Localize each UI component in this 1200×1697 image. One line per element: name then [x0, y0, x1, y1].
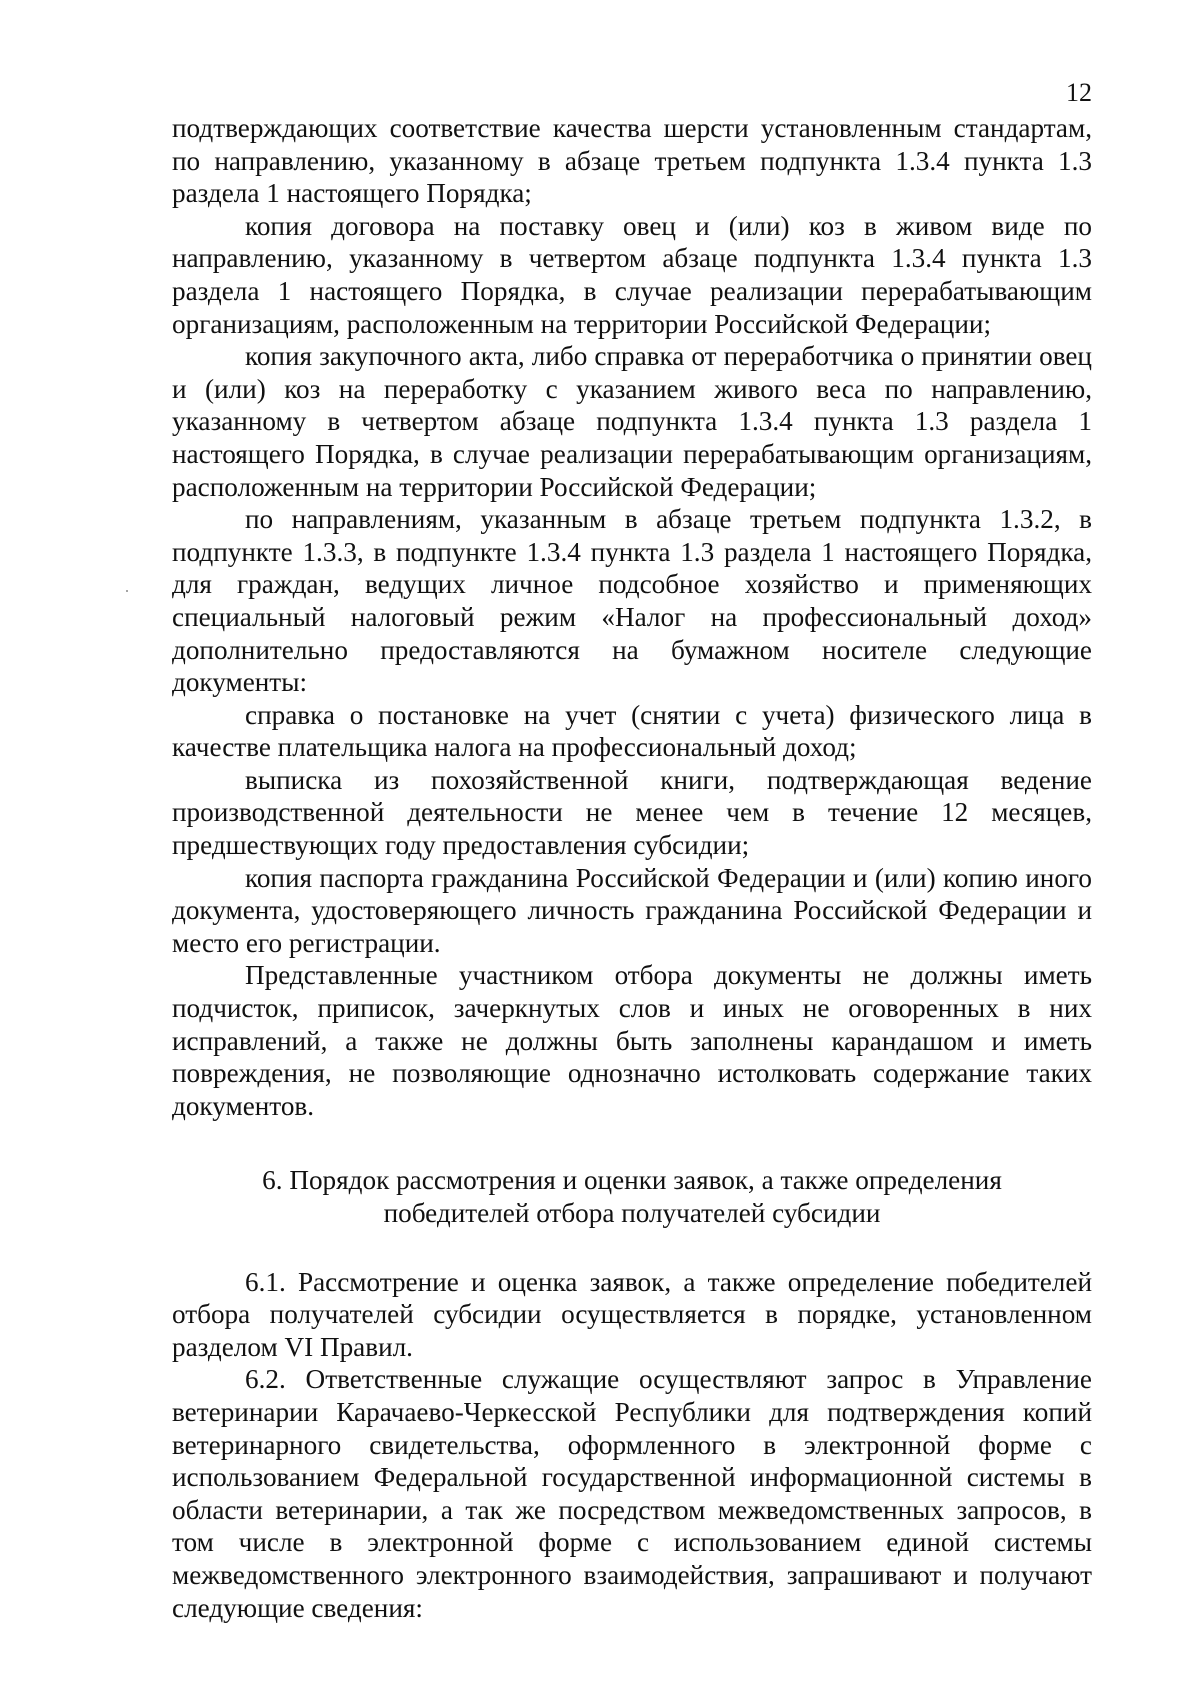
- section-heading-line-1: 6. Порядок рассмотрения и оценки заявок, а также определения: [262, 1165, 1002, 1196]
- paragraphs-after-heading: [172, 1266, 1092, 1625]
- paragraph: выписка из похозяйственной книги, подтверждающая ведение производственной деятельности не менее чем в течение 12 месяцев, предшествующих году предоставления субсидии;: [172, 764, 1092, 861]
- paragraph: справка о постановке на учет (снятии с учета) физического лица в качестве плательщика налога на профессиональный доход;: [172, 699, 1092, 763]
- paragraph: подтверждающих соответствие качества шерсти установленным стандартам, по направлению, указанному в абзаце третьем подпункта 1.3.4 пункта 1.3 раздела 1 настоящего Порядка;: [172, 113, 1092, 209]
- section-heading-line-2: победителей отбора получателей субсидии: [383, 1198, 881, 1228]
- scan-speck: [126, 590, 128, 592]
- document-body: [172, 112, 1092, 1624]
- section-heading: [172, 1164, 1092, 1229]
- paragraphs-before-heading: [172, 112, 1092, 1122]
- paragraph: по направлениям, указанным в абзаце третьем подпункта 1.3.2, в подпункте 1.3.3, в подпункте 1.3.4 пункта 1.3 раздела 1 настоящего Порядка, для граждан, ведущих личное подсобное хозяйство и применяющих специальный налоговый режим «Налог на профессиональный доход» дополнительно предоставляются на бумажном носителе следующие документы:: [172, 504, 1092, 698]
- paragraph: Представленные участником отбора документы не должны иметь подчисток, приписок, зачеркнутых слов и иных не оговоренных в них исправлений, а также не должны быть заполнены карандашом и иметь повреждения, не позволяющие однозначно истолковать содержание таких документов.: [172, 960, 1092, 1121]
- paragraph: копия закупочного акта, либо справка от переработчика о принятии овец и (или) коз на переработку с указанием живого веса по направлению, указанному в четвертом абзаце подпункта 1.3.4 пункта 1.3 раздела 1 настоящего Порядка, в случае реализации перерабатывающим организациям, расположенным на территории Российской Федерации;: [172, 341, 1092, 502]
- paragraph: 6.2. Ответственные служащие осуществляют запрос в Управление ветеринарии Карачаево-Черкесской Республики для подтверждения копий ветеринарного свидетельства, оформленного в электронной форме с использованием Федеральной государственной информационной системы в области ветеринарии, а так же посредством межведомственных запросов, в том числе в электронной форме с использованием единой системы межведомственного электронного взаимодействия, запрашивают и получают следующие сведения:: [172, 1364, 1092, 1623]
- paragraph: копия договора на поставку овец и (или) коз в живом виде по направлению, указанному в четвертом абзаце подпункта 1.3.4 пункта 1.3 раздела 1 настоящего Порядка, в случае реализации перерабатывающим организациям, расположенным на территории Российской Федерации;: [172, 210, 1092, 339]
- paragraph: 6.1. Рассмотрение и оценка заявок, а также определение победителей отбора получателей субсидии осуществляется в порядке, установленном разделом VI Правил.: [172, 1266, 1092, 1362]
- paragraph: копия паспорта гражданина Российской Федерации и (или) копию иного документа, удостоверяющего личность гражданина Российской Федерации и место его регистрации.: [172, 862, 1092, 958]
- page-number: 12: [1066, 78, 1092, 107]
